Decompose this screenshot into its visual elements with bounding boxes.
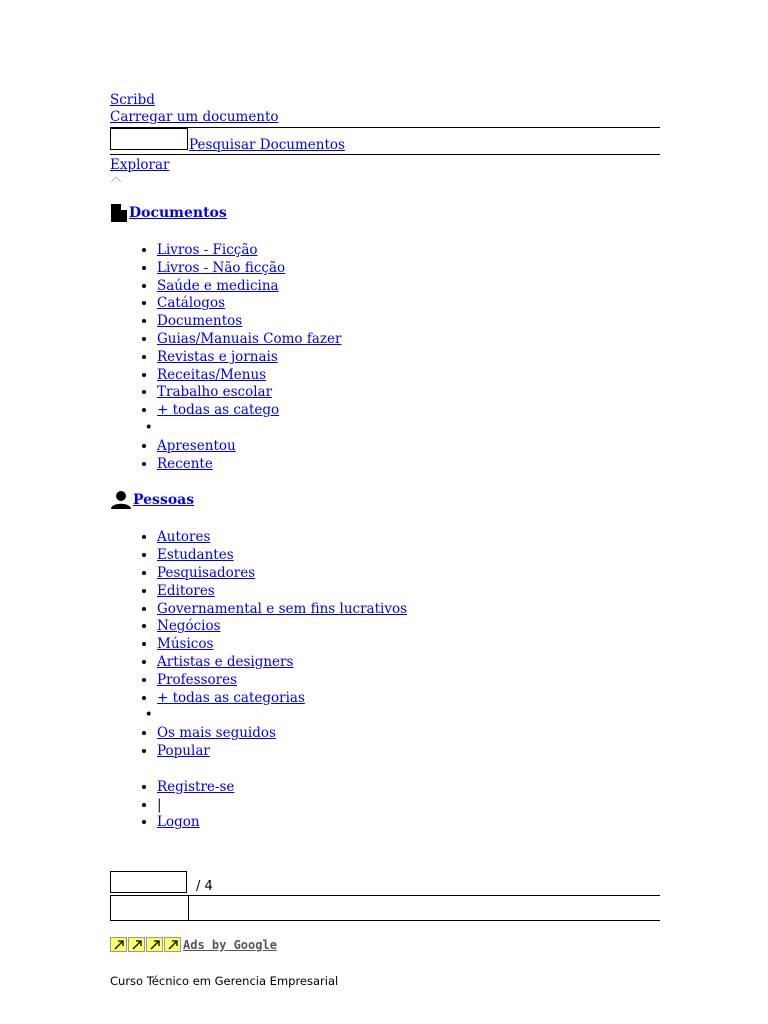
list-item-empty: [157, 707, 660, 725]
ads-bar[interactable]: [110, 937, 277, 952]
people-section-heading: [110, 490, 660, 510]
list-item: [157, 690, 660, 708]
category-link[interactable]: Documentos: [157, 313, 243, 330]
list-item: [157, 349, 660, 367]
list-item: [157, 814, 660, 832]
page-content: [110, 92, 660, 832]
ad-arrow-icon[interactable]: [110, 937, 127, 952]
people-category-link[interactable]: Estudantes: [157, 547, 234, 564]
featured-link[interactable]: Apresentou: [157, 437, 236, 454]
ad-arrow-icon[interactable]: [146, 937, 163, 952]
people-list: [110, 529, 660, 760]
category-link[interactable]: Trabalho escolar: [157, 384, 273, 401]
people-category-link[interactable]: Governamental e sem fins lucrativos: [157, 600, 408, 617]
ad-arrow-icon[interactable]: [128, 937, 145, 952]
list-item: [157, 636, 660, 654]
list-item: [157, 583, 660, 601]
category-link[interactable]: Revistas e jornais: [157, 348, 278, 365]
document-icon: [110, 203, 128, 223]
people-category-link[interactable]: Pesquisadores: [157, 564, 256, 581]
auth-separator: |: [157, 796, 162, 813]
list-item: [157, 331, 660, 349]
list-item: [157, 456, 660, 474]
people-category-link[interactable]: Autores: [157, 529, 211, 546]
list-item-empty: [157, 420, 660, 438]
list-item: [157, 529, 660, 547]
person-icon: [110, 490, 132, 510]
documents-section-heading: [110, 203, 660, 223]
list-item: [157, 278, 660, 296]
pager-cell: [110, 896, 189, 920]
list-item: [157, 672, 660, 690]
most-followed-link[interactable]: Os mais seguidos: [157, 725, 276, 742]
list-item: [157, 402, 660, 420]
list-item: [157, 618, 660, 636]
people-category-link[interactable]: Professores: [157, 671, 238, 688]
page-number-input[interactable]: [110, 871, 187, 893]
popular-link[interactable]: Popular: [157, 742, 210, 759]
list-item: [157, 725, 660, 743]
scribd-home-link[interactable]: Scribd: [110, 92, 155, 108]
people-category-link[interactable]: Editores: [157, 582, 215, 599]
list-item: [157, 565, 660, 583]
category-link[interactable]: Guias/Manuais Como fazer: [157, 330, 342, 347]
login-link[interactable]: Logon: [157, 814, 200, 831]
list-item: [157, 779, 660, 797]
category-link[interactable]: Catálogos: [157, 295, 225, 312]
explore-link[interactable]: Explorar: [110, 157, 170, 173]
documents-list: [110, 242, 660, 473]
list-item: [157, 601, 660, 619]
documents-link[interactable]: Documentos: [129, 205, 227, 221]
search-documents-link[interactable]: Pesquisar Documentos: [189, 137, 345, 153]
document-title: Curso Técnico em Gerencia Empresarial: [110, 974, 339, 988]
ad-arrow-icon[interactable]: [164, 937, 181, 952]
upload-document-link[interactable]: Carregar um documento: [110, 109, 279, 125]
list-item: [157, 743, 660, 761]
people-link[interactable]: Pessoas: [133, 492, 195, 509]
list-item: [157, 367, 660, 385]
list-item: [157, 242, 660, 260]
ads-by-google-link[interactable]: Ads by Google: [183, 937, 277, 952]
category-link[interactable]: Livros - Não ficção: [157, 259, 286, 276]
people-category-link[interactable]: Músicos: [157, 636, 214, 653]
list-item: [157, 384, 660, 402]
pager-row-secondary: [110, 896, 660, 921]
people-category-link[interactable]: Negócios: [157, 618, 221, 635]
search-input[interactable]: [110, 128, 188, 150]
page-total: / 4: [196, 879, 213, 894]
all-categories-link[interactable]: + todas as catego: [157, 402, 280, 419]
list-item: [157, 547, 660, 565]
recent-link[interactable]: Recente: [157, 455, 213, 472]
all-people-categories-link[interactable]: + todas as categorias: [157, 689, 305, 706]
pager-row: [110, 871, 660, 896]
category-link[interactable]: Receitas/Menus: [157, 366, 267, 383]
people-category-link[interactable]: Artistas e designers: [157, 653, 294, 670]
list-item: [157, 260, 660, 278]
category-link[interactable]: Saúde e medicina: [157, 277, 279, 294]
list-item: [157, 295, 660, 313]
search-bar: [110, 127, 660, 155]
caret-up-icon: [110, 175, 122, 183]
list-item: [157, 654, 660, 672]
page-navigator: [110, 871, 660, 921]
list-item: [157, 438, 660, 456]
register-link[interactable]: Registre-se: [157, 778, 235, 795]
list-item: [157, 313, 660, 331]
category-link[interactable]: Livros - Ficção: [157, 242, 258, 258]
auth-list: [110, 779, 660, 832]
list-item: [157, 797, 660, 815]
